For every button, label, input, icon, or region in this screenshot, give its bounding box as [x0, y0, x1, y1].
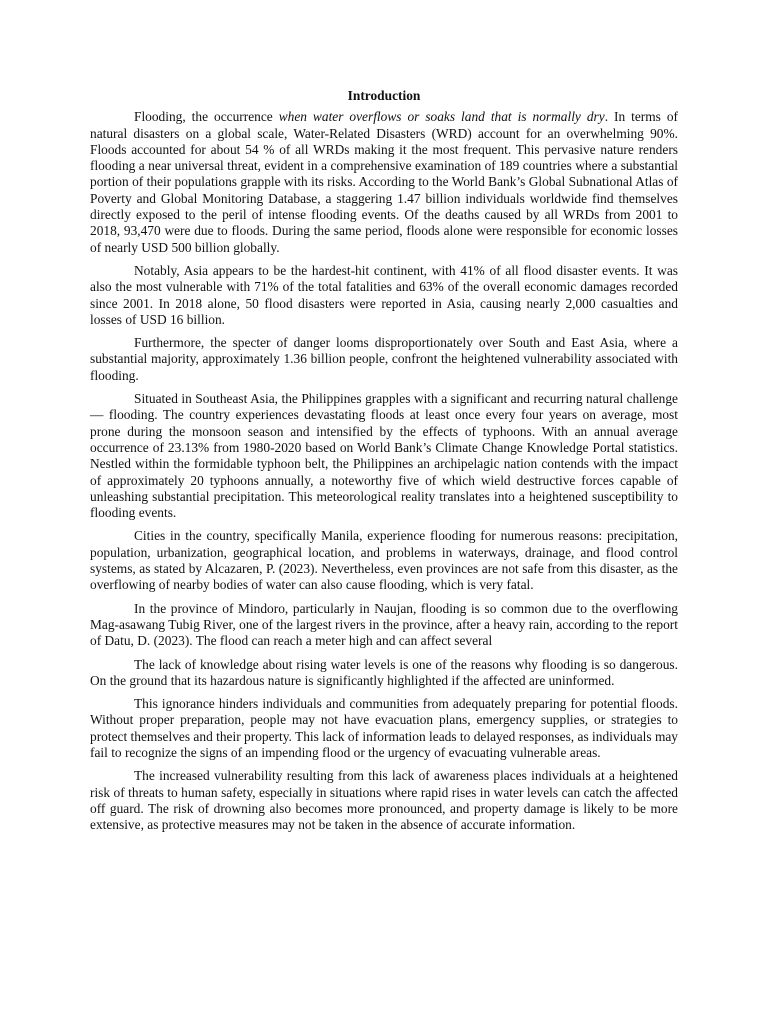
intro-lead: Flooding, the occurrence	[134, 109, 279, 125]
paragraph-asia: Notably, Asia appears to be the hardest-hit continent, with 41% of all flood disaster events. It was also the most vulnerable with 71% of the total fatalities and 63% of the overall economic damages recorded since 2001. In 2018 alone, 50 flood disasters were reported in Asia, causing nearly 2,000 casualties and losses of USD 16 billion.	[90, 262, 678, 327]
paragraph-south-east-asia: Furthermore, the specter of danger looms disproportionately over South and East Asia, where a substantial majority, approximately 1.36 billion people, confront the heightened vulnerability associated with flooding.	[90, 335, 678, 383]
paragraph-intro	[90, 109, 678, 256]
document-page	[90, 88, 678, 840]
paragraph-lack-of-knowledge: The lack of knowledge about rising water levels is one of the reasons why flooding is so dangerous. On the ground that its hazardous nature is significantly highlighted if the affected are uninformed.	[90, 656, 678, 688]
paragraph-vulnerability: The increased vulnerability resulting from this lack of awareness places individuals at a heightened risk of threats to human safety, especially in situations where rapid rises in water levels can catch the affected off guard. The risk of drowning also becomes more pronounced, and property damage is likely to be more extensive, as protective measures may not be taken in the absence of accurate information.	[90, 768, 678, 833]
intro-definition: when water overflows or soaks land that is normally dry	[278, 109, 605, 125]
paragraph-ignorance: This ignorance hinders individuals and communities from adequately preparing for potential floods. Without proper preparation, people may not have evacuation plans, emergency supplies, or strategies to protect themselves and their property. This lack of information leads to delayed responses, as individuals may fail to recognize the signs of an impending flood or the urgency of evacuating vulnerable areas.	[90, 696, 678, 760]
document-title: Introduction	[347, 88, 421, 103]
paragraph-mindoro: In the province of Mindoro, particularly in Naujan, flooding is so common due to the overflowing Mag-asawang Tubig River, one of the largest rivers in the province, after a heavy rain, according to the report of Datu, D. (2023). The flood can reach a meter high and can affect several	[90, 600, 678, 649]
intro-rest: . In terms of natural disasters on a global scale, Water-Related Disasters (WRD) account for an overwhelming 90%. Floods accounted for about 54 % of all WRDs making it the most frequent. This pervasive nature renders flooding a near universal threat, evident in a comprehensive examination of 189 countries where a substantial portion of their populations grapple with its risks. According to the World Bank’s Global Subnational Atlas of Poverty and Global Monitoring Database, a staggering 1.47 billion individuals worldwide find themselves directly exposed to the peril of intense flooding events. Of the deaths caused by all WRDs from 2001 to 2018, 93,470 were due to floods. During the same period, floods alone were responsible for economic losses of nearly USD 500 billion globally.	[90, 109, 678, 255]
paragraph-manila: Cities in the country, specifically Manila, experience flooding for numerous reasons: precipitation, population, urbanization, geographical location, and problems in waterways, drainage, and flood control systems, as stated by Alcazaren, P. (2023). Nevertheless, even provinces are not safe from this disaster, as the overflowing of nearby bodies of water can also cause flooding, which is very fatal.	[90, 528, 678, 593]
paragraph-philippines: Situated in Southeast Asia, the Philippines grapples with a significant and recurring natural challenge — flooding. The country experiences devastating floods at least once every four years on average, most prone during the monsoon season and intensified by the effects of typhoons. With an annual average occurrence of 23.13% from 1980-2020 based on World Bank’s Climate Change Knowledge Portal statistics. Nestled within the formidable typhoon belt, the Philippines an archipelagic nation contends with the impact of approximately 20 typhoons annually, a noteworthy five of which wield destructive forces capable of unleashing substantial precipitation. This meteorological reality translates into a heightened susceptibility to flooding events.	[90, 391, 678, 521]
